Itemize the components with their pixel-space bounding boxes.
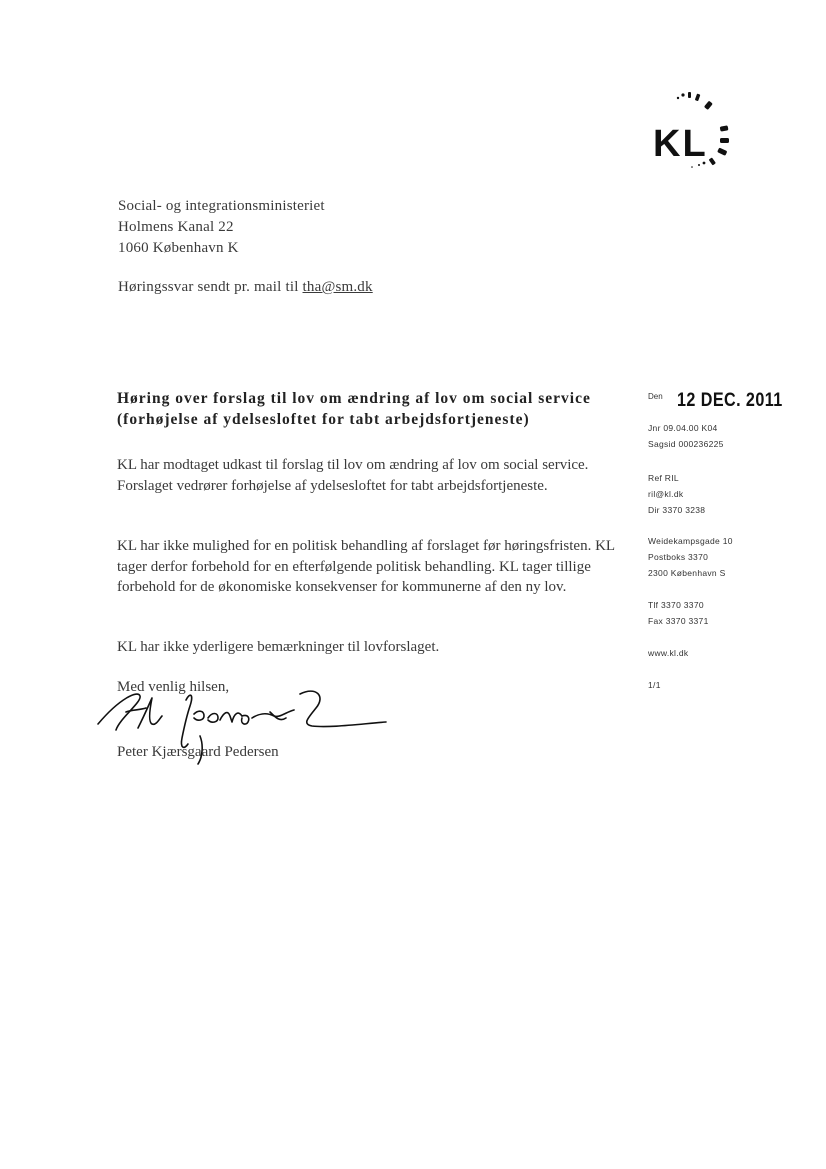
page-number: 1/1: [648, 680, 661, 690]
letter-heading: Høring over forslag til lov om ændring af lov om social service (forhøjelse af ydelsesloftet for tabt arbejdsfortjeneste): [117, 390, 591, 428]
journal-number: Jnr 09.04.00 K04: [648, 423, 718, 433]
closing: Med venlig hilsen,: [117, 679, 230, 695]
case-id: Sagsid 000236225: [648, 439, 724, 449]
recipient-line-2: Holmens Kanal 22: [118, 219, 234, 235]
sent-note-prefix: Høringssvar sendt pr. mail til: [118, 279, 303, 295]
postbox: Postboks 3370: [648, 552, 709, 562]
sender-address: [648, 533, 733, 581]
website: www.kl.dk: [648, 648, 689, 658]
direct-phone: Dir 3370 3238: [648, 505, 706, 515]
date-label: Den: [648, 392, 663, 401]
date-stamp: 12 DEC. 2011: [677, 390, 783, 411]
reference-info: [648, 470, 705, 518]
paragraph-1: KL har modtaget udkast til forslag til lov om ændring af lov om social service. Forslaget vedrører forhøjelse af ydelsesloftet for tabt arbejdsfortjeneste.: [117, 457, 589, 494]
city: 2300 København S: [648, 568, 726, 578]
recipient-email-link[interactable]: tha@sm.dk: [302, 279, 373, 295]
street-address: Weidekampsgade 10: [648, 536, 733, 546]
paragraph-2: KL har ikke mulighed for en politisk behandling af forslaget før høringsfristen. KL tager derfor forbehold for en efterfølgende politisk behandling. KL tager tillige forbehold for de økonomiske konsekvenser for kommunerne af den ny lov.: [117, 538, 615, 595]
reference-email: ril@kl.dk: [648, 489, 684, 499]
sent-note: [118, 277, 373, 298]
phone: Tlf 3370 3370: [648, 600, 704, 610]
contact-numbers: [648, 597, 709, 629]
recipient-line-3: 1060 København K: [118, 240, 239, 256]
logo-text: KL: [653, 123, 708, 165]
paragraph-3: KL har ikke yderligere bemærkninger til lovforslaget.: [117, 639, 440, 655]
case-info: [648, 420, 724, 452]
reference: Ref RIL: [648, 473, 679, 483]
recipient-address: [118, 196, 325, 259]
kl-logo: [648, 88, 748, 178]
recipient-line-1: Social- og integrationsministeriet: [118, 198, 325, 214]
signer-name: Peter Kjærsgaard Pedersen: [117, 744, 279, 760]
fax: Fax 3370 3371: [648, 616, 709, 626]
